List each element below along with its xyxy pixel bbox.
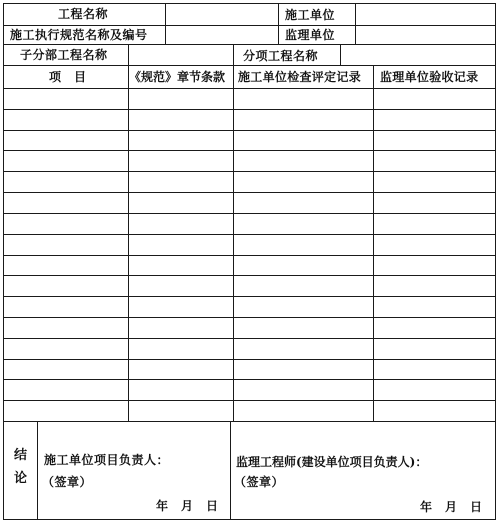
col-header-contractor-record: 施工单位检查评定记录 (238, 70, 362, 84)
code-value[interactable] (166, 26, 278, 44)
sub-item-value[interactable] (341, 45, 495, 65)
record-cell[interactable] (234, 276, 373, 296)
rule-col-2 (233, 65, 234, 421)
record-cell[interactable] (374, 214, 495, 234)
rule-conclusion-top (3, 421, 496, 422)
record-cell[interactable] (234, 318, 373, 338)
rule-col-3 (373, 65, 374, 421)
rule-row3 (3, 65, 496, 66)
contractor-value[interactable] (356, 4, 495, 25)
record-cell[interactable] (129, 89, 233, 109)
record-cell[interactable] (374, 89, 495, 109)
record-cell[interactable] (4, 276, 128, 296)
record-cell[interactable] (374, 256, 495, 275)
record-cell[interactable] (129, 193, 233, 213)
record-cell[interactable] (234, 110, 373, 130)
rule-conclusion-label (37, 421, 38, 519)
record-cell[interactable] (129, 318, 233, 338)
record-cell[interactable] (234, 193, 373, 213)
record-cell[interactable] (4, 318, 128, 338)
record-cell[interactable] (4, 380, 128, 400)
record-cell[interactable] (4, 89, 128, 109)
code-label: 施工执行规范名称及编号 (10, 28, 148, 42)
rule-conclusion-mid (230, 421, 231, 519)
record-cell[interactable] (129, 297, 233, 317)
contractor-label: 施工单位 (285, 8, 336, 22)
record-cell[interactable] (374, 318, 495, 338)
record-cell[interactable] (234, 89, 373, 109)
record-cell[interactable] (4, 214, 128, 234)
record-cell[interactable] (374, 131, 495, 150)
record-cell[interactable] (4, 360, 128, 379)
contractor-seal-label: （签章） (42, 475, 93, 489)
record-cell[interactable] (234, 297, 373, 317)
record-cell[interactable] (4, 110, 128, 130)
record-cell[interactable] (4, 131, 128, 150)
record-cell[interactable] (374, 380, 495, 400)
record-cell[interactable] (374, 276, 495, 296)
record-cell[interactable] (4, 297, 128, 317)
record-cell[interactable] (234, 380, 373, 400)
sub-item-label: 分项工程名称 (243, 49, 319, 63)
record-cell[interactable] (4, 172, 128, 192)
col-header-clause: 《规范》章节条款 (129, 70, 226, 84)
record-cell[interactable] (374, 339, 495, 359)
record-cell[interactable] (129, 131, 233, 150)
rule-left (3, 3, 4, 520)
col-header-supervisor-record: 监理单位验收记录 (380, 70, 479, 84)
supervisor-label: 监理单位 (285, 28, 336, 42)
conclusion-label-1: 结 (14, 448, 28, 463)
record-cell[interactable] (234, 256, 373, 275)
record-cell[interactable] (374, 401, 495, 421)
rule-bottom (3, 519, 496, 520)
record-cell[interactable] (129, 151, 233, 171)
rule-h12-b (278, 3, 279, 44)
record-cell[interactable] (4, 235, 128, 255)
record-cell[interactable] (374, 151, 495, 171)
record-cell[interactable] (374, 297, 495, 317)
record-cell[interactable] (129, 360, 233, 379)
record-cell[interactable] (129, 276, 233, 296)
record-cell[interactable] (4, 193, 128, 213)
record-cell[interactable] (129, 110, 233, 130)
supervisor-signature-label: 监理工程师(建设单位项目负责人)： (236, 455, 428, 469)
project-name-value[interactable] (166, 4, 278, 25)
contractor-signature-label: 施工单位项目负责人： (44, 453, 170, 467)
supervisor-seal-label: （签章） (234, 475, 285, 489)
record-cell[interactable] (234, 131, 373, 150)
record-cell[interactable] (234, 401, 373, 421)
sub-division-value[interactable] (129, 45, 233, 65)
record-cell[interactable] (234, 235, 373, 255)
record-cell[interactable] (4, 401, 128, 421)
col-header-item: 项 目 (49, 70, 87, 84)
record-cell[interactable] (234, 214, 373, 234)
sub-division-label: 子分部工程名称 (20, 48, 108, 62)
supervisor-date: 年 月 日 (420, 500, 483, 514)
record-cell[interactable] (234, 339, 373, 359)
conclusion-label-2: 论 (14, 471, 28, 486)
record-cell[interactable] (129, 214, 233, 234)
record-cell[interactable] (4, 151, 128, 171)
record-cell[interactable] (129, 401, 233, 421)
supervisor-value[interactable] (356, 26, 495, 44)
record-cell[interactable] (374, 193, 495, 213)
record-cell[interactable] (4, 256, 128, 275)
rule-h3-b (233, 44, 234, 65)
contractor-date: 年 月 日 (156, 499, 219, 513)
record-cell[interactable] (234, 360, 373, 379)
rule-right (495, 3, 496, 520)
rule-col-1 (128, 65, 129, 421)
record-cell[interactable] (129, 339, 233, 359)
record-cell[interactable] (129, 380, 233, 400)
record-cell[interactable] (234, 151, 373, 171)
record-cell[interactable] (129, 256, 233, 275)
record-cell[interactable] (374, 110, 495, 130)
record-cell[interactable] (129, 235, 233, 255)
record-cell[interactable] (4, 339, 128, 359)
record-cell[interactable] (374, 235, 495, 255)
record-cell[interactable] (374, 172, 495, 192)
record-cell[interactable] (234, 172, 373, 192)
project-name-label: 工程名称 (58, 7, 109, 21)
record-cell[interactable] (129, 172, 233, 192)
record-cell[interactable] (374, 360, 495, 379)
